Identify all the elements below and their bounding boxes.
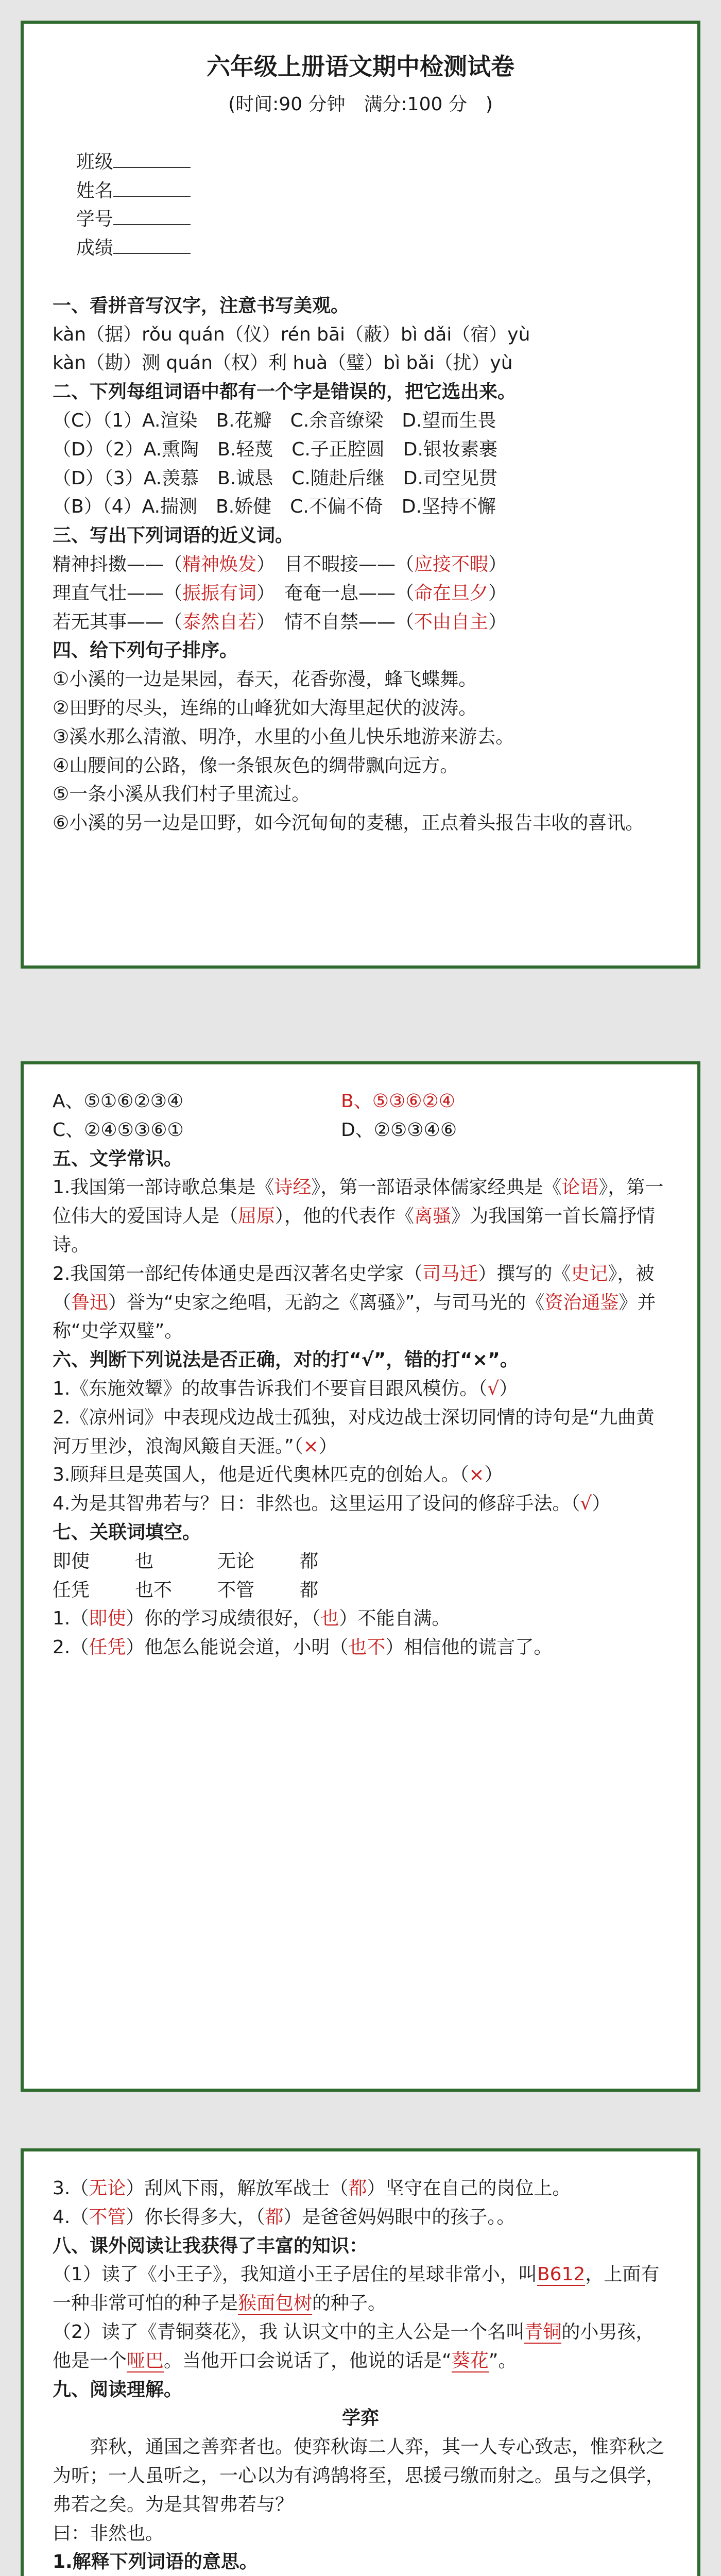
synonym-row <box>53 608 668 637</box>
q-text: ）坚守在自己的岗位上。 <box>367 2178 571 2199</box>
synonym-word: ） 奄奄一息——（ <box>256 582 415 604</box>
answer: 屈原 <box>238 1206 276 1227</box>
answer: √ <box>487 1378 500 1399</box>
judge-item <box>53 1375 668 1403</box>
wrong-char-item: （C）（1）A.渲染 B.花瓣 C.余音缭梁 D.望而生畏 <box>53 410 496 432</box>
section-5-heading: 五、文学常识。 <box>53 1148 183 1170</box>
q-text: （2）读了《青铜葵花》，我 认识文中的主人公是一个名叫 <box>53 2321 525 2343</box>
order-options-row <box>53 1087 668 1116</box>
conjunction: 都 <box>300 1579 319 1601</box>
q-text: ），他的代表作《 <box>275 1206 415 1227</box>
answer: 无论 <box>89 2178 126 2199</box>
literature-q1 <box>53 1173 668 1259</box>
q-text: 4.为是其智弗若与？日：非然也。这里运用了设问的修辞手法。（ <box>53 1493 580 1515</box>
wrong-char-item: （D）（2）A.熏陶 B.轻蔑 C.子正腔圆 D.银妆素裹 <box>53 438 497 460</box>
judge-item <box>53 1461 668 1489</box>
synonym-word: 精神抖擞——（ <box>53 554 183 575</box>
answer: 司马迁 <box>422 1263 478 1284</box>
pinyin-line-2: kàn（勘）测 quán（权）利 huà（璧）bì bǎi（扰）yù <box>53 352 513 374</box>
option-a: A、⑤①⑥②③④ <box>53 1091 184 1112</box>
order-sentence: ①小溪的一边是果园，春天，花香弥漫，蜂飞蝶舞。 <box>53 669 477 690</box>
q-text: 》，第一位伟大的爱国诗人是（ <box>53 1177 664 1227</box>
q-text: 。当他开口会说话了，他说的话是“ <box>164 2350 452 2371</box>
answer: 离骚 <box>414 1206 452 1227</box>
order-sentence: ④山腰间的公路，像一条银灰色的绸带飘向远方。 <box>53 755 459 776</box>
answer: 也不 <box>348 1637 386 1658</box>
q-text: ）是爸爸妈妈眼中的孩子。。 <box>283 2206 516 2228</box>
answer: √ <box>580 1493 592 1515</box>
passage-text: 曰：非然也。 <box>53 2522 164 2544</box>
section-8-heading: 八、课外阅读让我获得了丰富的知识： <box>53 2235 368 2257</box>
answer: 即使 <box>89 1608 126 1630</box>
section-1-heading: 一、看拼音写汉字，注意书写美观。 <box>53 295 350 316</box>
synonym-word: ） 情不自禁——（ <box>256 611 415 633</box>
synonym-answer: 命在旦夕 <box>414 582 489 604</box>
answer: 鲁迅 <box>71 1292 109 1313</box>
info-id-label: 学号 <box>76 209 113 230</box>
q-text: ”。 <box>488 2350 517 2371</box>
q-text: ）你的学习成绩很好，（ <box>126 1608 321 1630</box>
option-c: C、②④⑤③⑥① <box>53 1119 184 1141</box>
q-text: 3.（ <box>53 2178 89 2199</box>
passage-text: 弈秋，通国之善弈者也。使弈秋诲二人弈，其一人专心致志，惟弈秋之为听；一人虽听之，一心以为有鸿鹄将至，思援弓缴而射之。虽与之俱学，弗若之矣。为是其智弗若与？ <box>53 2436 665 2515</box>
q-text: 2.我国第一部纪传体通史是西汉著名史学家（ <box>53 1263 423 1284</box>
order-sentence: ②田野的尽头，连绵的山峰犹如大海里起伏的波涛。 <box>53 698 477 719</box>
synonym-answer: 不由自主 <box>414 611 489 633</box>
answer: 哑巴 <box>127 2350 164 2371</box>
pinyin-line-1: kàn（据）rǒu quán（仪）rén bāi（蔽）bì dǎi（宿）yù <box>53 324 530 345</box>
conj-fill-4 <box>53 2203 668 2232</box>
literature-q2 <box>53 1260 668 1346</box>
q-text: 1.我国第一部诗歌总集是《 <box>53 1177 274 1198</box>
synonym-close: ） <box>488 554 507 575</box>
conj-fill-1 <box>53 1604 668 1633</box>
page-3 <box>21 2148 700 2576</box>
exam-title: 六年级上册语文期中检测试卷 <box>207 53 514 80</box>
option-d: D、②⑤③④⑥ <box>341 1119 457 1141</box>
synonym-answer: 振振有词 <box>182 582 257 604</box>
conjunction: 都 <box>300 1550 319 1572</box>
wrong-char-item: （B）（4）A.揣测 B.娇健 C.不偏不倚 D.坚持不懈 <box>53 496 496 518</box>
q-text: ）誉为“史家之绝唱，无韵之《离骚》”，与司马光的《 <box>108 1292 545 1313</box>
synonym-answer: 泰然自若 <box>182 611 257 633</box>
page-2 <box>21 1061 700 2092</box>
q-text: ） <box>592 1493 611 1515</box>
q-text: ）你长得多大，（ <box>126 2206 265 2228</box>
q-text: ）他怎么能说会道，小明（ <box>126 1637 349 1658</box>
section-4-heading: 四、给下列句子排序。 <box>53 640 238 662</box>
passage-title: 学弈 <box>341 2408 379 2429</box>
option-b: B、⑤③⑥②④ <box>341 1091 456 1112</box>
answer: 任凭 <box>89 1637 126 1658</box>
order-options-row <box>53 1116 668 1145</box>
section-2-heading: 二、下列每组词语中都有一个字是错误的，把它选出来。 <box>53 381 517 403</box>
answer: 诗经 <box>274 1177 312 1198</box>
q-text: ，上面有一种非常可怕的种子是 <box>53 2264 660 2314</box>
answer: 不管 <box>89 2206 126 2228</box>
q-text: ） <box>499 1378 518 1399</box>
page-1 <box>21 21 700 969</box>
section-7-heading: 七、关联词填空。 <box>53 1521 201 1543</box>
reading-knowledge-1 <box>53 2260 668 2318</box>
answer: 史记 <box>571 1263 608 1284</box>
conj-fill-2 <box>53 1633 668 1662</box>
judge-item <box>53 1403 668 1461</box>
q-text: ）不能自满。 <box>339 1608 451 1630</box>
info-score-label: 成绩 <box>76 238 113 259</box>
answer: × <box>303 1435 319 1457</box>
answer: 猴面包树 <box>238 2293 313 2314</box>
conjunction-row <box>53 1547 668 1576</box>
section-6-heading: 六、判断下列说法是否正确，对的打“√”，错的打“×”。 <box>53 1349 519 1371</box>
info-name-label: 姓名 <box>76 180 113 201</box>
synonym-answer: 精神焕发 <box>182 554 257 575</box>
q-text: ） <box>484 1464 503 1486</box>
q-text: 1.（ <box>53 1608 89 1630</box>
q-text: 4.（ <box>53 2206 89 2228</box>
conjunction: 任凭 <box>53 1579 90 1601</box>
q-text: ）相信他的谎言了。 <box>385 1637 553 1658</box>
q-text: 》，被（ <box>53 1263 655 1313</box>
section-3-heading: 三、写出下列词语的近义词。 <box>53 525 294 547</box>
student-info <box>53 119 668 292</box>
answer: × <box>469 1464 485 1486</box>
q-text: 》并称“史学双璧”。 <box>53 1292 656 1342</box>
conjunction: 不管 <box>217 1579 255 1601</box>
answer: 都 <box>348 2178 367 2199</box>
synonym-word: 若无其事——（ <box>53 611 183 633</box>
section-9-heading: 九、阅读理解。 <box>53 2379 183 2400</box>
judge-item <box>53 1489 668 1518</box>
synonym-row <box>53 550 668 579</box>
synonym-word: 理直气壮——（ <box>53 582 183 604</box>
synonym-answer: 应接不暇 <box>414 554 489 575</box>
exam-subtitle: (时间:90 分钟 满分:100 分 ) <box>228 94 493 115</box>
explain-question: 1.解释下列词语的意思。 <box>53 2551 258 2573</box>
q-text: 1.《东施效颦》的故事告诉我们不要盲目跟风模仿。（ <box>53 1378 488 1399</box>
q-text: ）刮风下雨，解放军战士（ <box>126 2178 349 2199</box>
synonym-close: ） <box>488 611 507 633</box>
conj-fill-3 <box>53 2174 668 2203</box>
q-text: ） <box>318 1435 337 1457</box>
answer: 资治通鉴 <box>544 1292 619 1313</box>
q-text: 》为我国第一首长篇抒情诗。 <box>53 1206 656 1256</box>
synonym-row <box>53 579 668 608</box>
order-sentence: ③溪水那么清澈、明净，水里的小鱼儿快乐地游来游去。 <box>53 726 514 748</box>
reading-knowledge-2 <box>53 2318 668 2376</box>
answer: 葵花 <box>451 2350 489 2371</box>
conjunction: 无论 <box>217 1550 255 1572</box>
answer: 也 <box>320 1608 339 1630</box>
wrong-char-item: （D）（3）A.羡慕 B.诚恳 C.随赴后继 D.司空见贯 <box>53 467 497 489</box>
answer: 论语 <box>561 1177 599 1198</box>
q-text: 3.顾拜旦是英国人，他是近代奥林匹克的创始人。（ <box>53 1464 469 1486</box>
order-sentence: ⑥小溪的另一边是田野，如今沉甸甸的麦穗，正点着头报告丰收的喜讯。 <box>53 812 644 834</box>
q-text: 2.（ <box>53 1637 89 1658</box>
info-class-label: 班级 <box>76 151 113 173</box>
conjunction: 也不 <box>135 1579 173 1601</box>
q-text: 2.《凉州词》中表现戍边战士孤独，对戍边战士深切同情的诗句是“九曲黄河万里沙，浪淘风簸自天涯。”（ <box>53 1406 655 1457</box>
answer: 都 <box>265 2206 284 2228</box>
order-sentence: ⑤一条小溪从我们村子里流过。 <box>53 784 311 805</box>
answer: B612 <box>537 2264 586 2285</box>
q-text: 的种子。 <box>312 2293 387 2314</box>
q-text: 的小男孩，他是一个 <box>53 2321 655 2371</box>
q-text: 》，第一部语录体儒家经典是《 <box>311 1177 562 1198</box>
synonym-word: ） 目不暇接——（ <box>256 554 415 575</box>
conjunction-row <box>53 1576 668 1605</box>
q-text: ）撰写的《 <box>478 1263 571 1284</box>
answer: 青铜 <box>524 2321 562 2343</box>
conjunction: 也 <box>135 1550 154 1572</box>
conjunction: 即使 <box>53 1550 90 1572</box>
synonym-close: ） <box>488 582 507 604</box>
q-text: （1）读了《小王子》，我知道小王子居住的星球非常小，叫 <box>53 2264 537 2285</box>
